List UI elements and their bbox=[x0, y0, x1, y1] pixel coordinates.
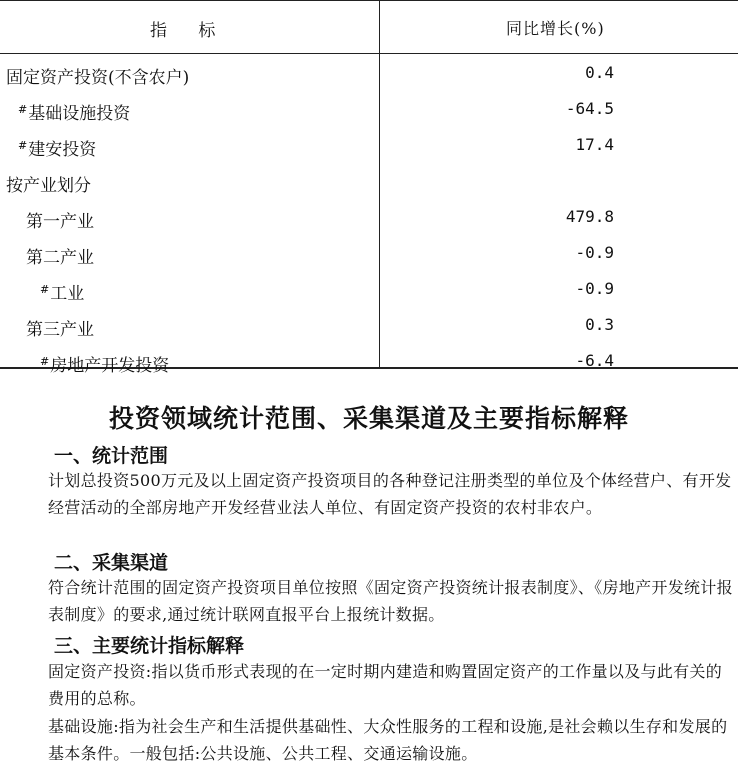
table-row bbox=[0, 237, 738, 271]
row-label: 固定资产投资(不含农户) bbox=[6, 68, 190, 88]
table-row bbox=[0, 273, 738, 307]
table-row bbox=[0, 345, 738, 379]
row-value: -6.4 bbox=[575, 351, 614, 370]
section-paragraph-scope: 计划总投资500万元及以上固定资产投资项目的各种登记注册类型的单位及个体经营户、有开发经营活动的全部房地产开发经营业法人单位、有固定资产投资的农村非农户。 bbox=[48, 471, 732, 517]
subitem-mark: # bbox=[18, 103, 28, 116]
row-value: -0.9 bbox=[575, 279, 614, 298]
row-label: 第三产业 bbox=[26, 320, 94, 340]
row-label: 第一产业 bbox=[26, 212, 94, 232]
section-heading-indicators: 三、主要统计指标解释 bbox=[54, 635, 245, 657]
header-growth: 同比增长(%) bbox=[506, 19, 605, 38]
section-heading-channel: 二、采集渠道 bbox=[54, 552, 169, 574]
row-label: #建安投资 bbox=[18, 139, 97, 160]
table-row bbox=[0, 129, 738, 163]
investment-growth-table bbox=[0, 0, 738, 376]
section-paragraph-fixed-asset: 固定资产投资:指以货币形式表现的在一定时期内建造和购置固定资产的工作量以及与此有关的费用的总称。 bbox=[48, 662, 722, 708]
section-paragraph-channel: 符合统计范围的固定资产投资项目单位按照《固定资产投资统计报表制度》、《房地产开发统计报表制度》的要求,通过统计联网直报平台上报统计数据。 bbox=[48, 578, 733, 624]
row-value: -0.9 bbox=[575, 243, 614, 262]
row-label: #房地产开发投资 bbox=[40, 355, 170, 376]
table-row bbox=[0, 201, 738, 235]
row-value: 17.4 bbox=[575, 135, 614, 154]
header-divider bbox=[0, 53, 738, 54]
section-heading-scope: 一、统计范围 bbox=[54, 445, 169, 467]
table-row bbox=[0, 309, 738, 343]
row-value: 479.8 bbox=[565, 207, 614, 226]
row-value: -64.5 bbox=[565, 99, 614, 118]
row-value: 0.4 bbox=[585, 63, 614, 82]
header-indicator: 指 标 bbox=[150, 21, 217, 41]
row-label: #工业 bbox=[40, 283, 85, 304]
table-row bbox=[0, 165, 738, 199]
row-label: 第二产业 bbox=[26, 248, 94, 268]
row-label: 按产业划分 bbox=[6, 176, 91, 196]
row-label: #基础设施投资 bbox=[18, 103, 131, 124]
subitem-mark: # bbox=[40, 355, 50, 368]
row-value: 0.3 bbox=[585, 315, 614, 334]
table-row bbox=[0, 57, 738, 91]
table-row bbox=[0, 93, 738, 127]
subitem-mark: # bbox=[18, 139, 28, 152]
subitem-mark: # bbox=[40, 283, 50, 296]
section-paragraph-infrastructure: 基础设施:指为社会生产和生活提供基础性、大众性服务的工程和设施,是社会赖以生存和发展的基本条件。一般包括:公共设施、公共工程、交通运输设施。 bbox=[48, 717, 728, 763]
doc-title: 投资领域统计范围、采集渠道及主要指标解释 bbox=[108, 404, 629, 433]
